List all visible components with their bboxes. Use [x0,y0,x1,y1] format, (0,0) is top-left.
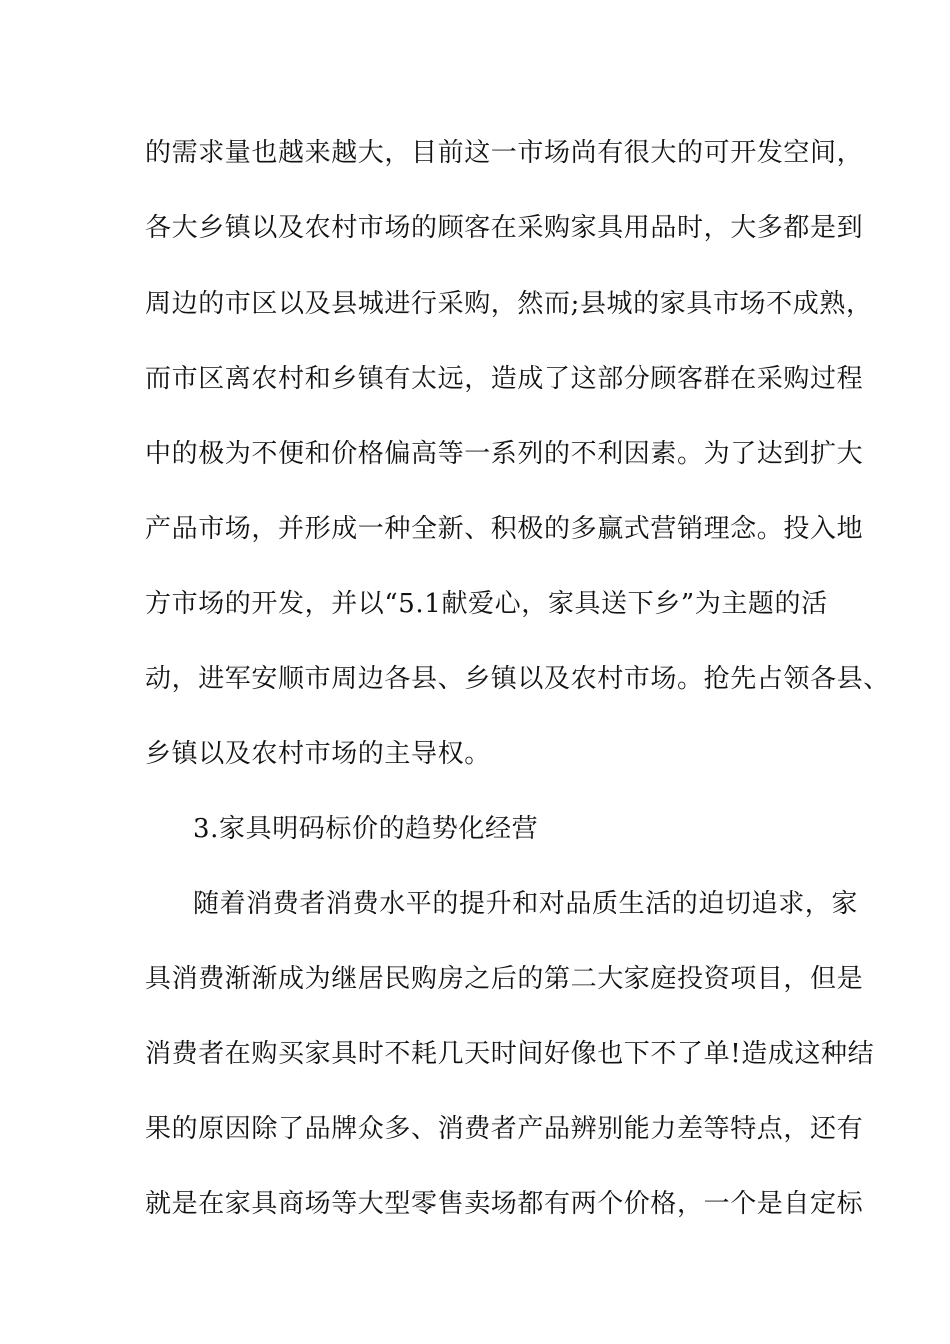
paragraph-line-8: 动，进军安顺市周边各县、乡镇以及农村市场。抢先占领各县、 [145,664,890,694]
paragraph-line-4: 而市区离农村和乡镇有太远，造成了这部分顾客群在采购过程 [145,364,864,394]
paragraph2-line-3: 消费者在购买家具时不耗几天时间好像也下不了单!造成这种结 [145,1039,875,1069]
paragraph2-line-2: 具消费渐渐成为继居民购房之后的第二大家庭投资项目，但是 [145,964,864,994]
paragraph2-line-1: 随着消费者消费水平的提升和对品质生活的迫切追求，家 [193,889,859,919]
paragraph2-line-4: 果的原因除了品牌众多、消费者产品辨别能力差等特点，还有 [145,1114,864,1144]
paragraph2-line-5: 就是在家具商场等大型零售卖场都有两个价格，一个是自定标 [145,1189,864,1219]
paragraph-line-3: 周边的市区以及县城进行采购，然而;县城的家具市场不成熟， [145,289,873,319]
paragraph-line-6: 产品市场，并形成一种全新、积极的多赢式营销理念。投入地 [145,514,864,544]
paragraph-line-1: 的需求量也越来越大，目前这一市场尚有很大的可开发空间， [145,138,864,168]
paragraph-line-7: 方市场的开发，并以“5.1献爱心，家具送下乡”为主题的活 [145,589,828,619]
paragraph-line-2: 各大乡镇以及农村市场的顾客在采购家具用品时，大多都是到 [145,213,864,243]
paragraph-line-9: 乡镇以及农村市场的主导权。 [145,739,491,769]
section-heading: 3.家具明码标价的趋势化经营 [193,814,539,844]
paragraph-line-5: 中的极为不便和价格偏高等一系列的不利因素。为了达到扩大 [145,439,864,469]
